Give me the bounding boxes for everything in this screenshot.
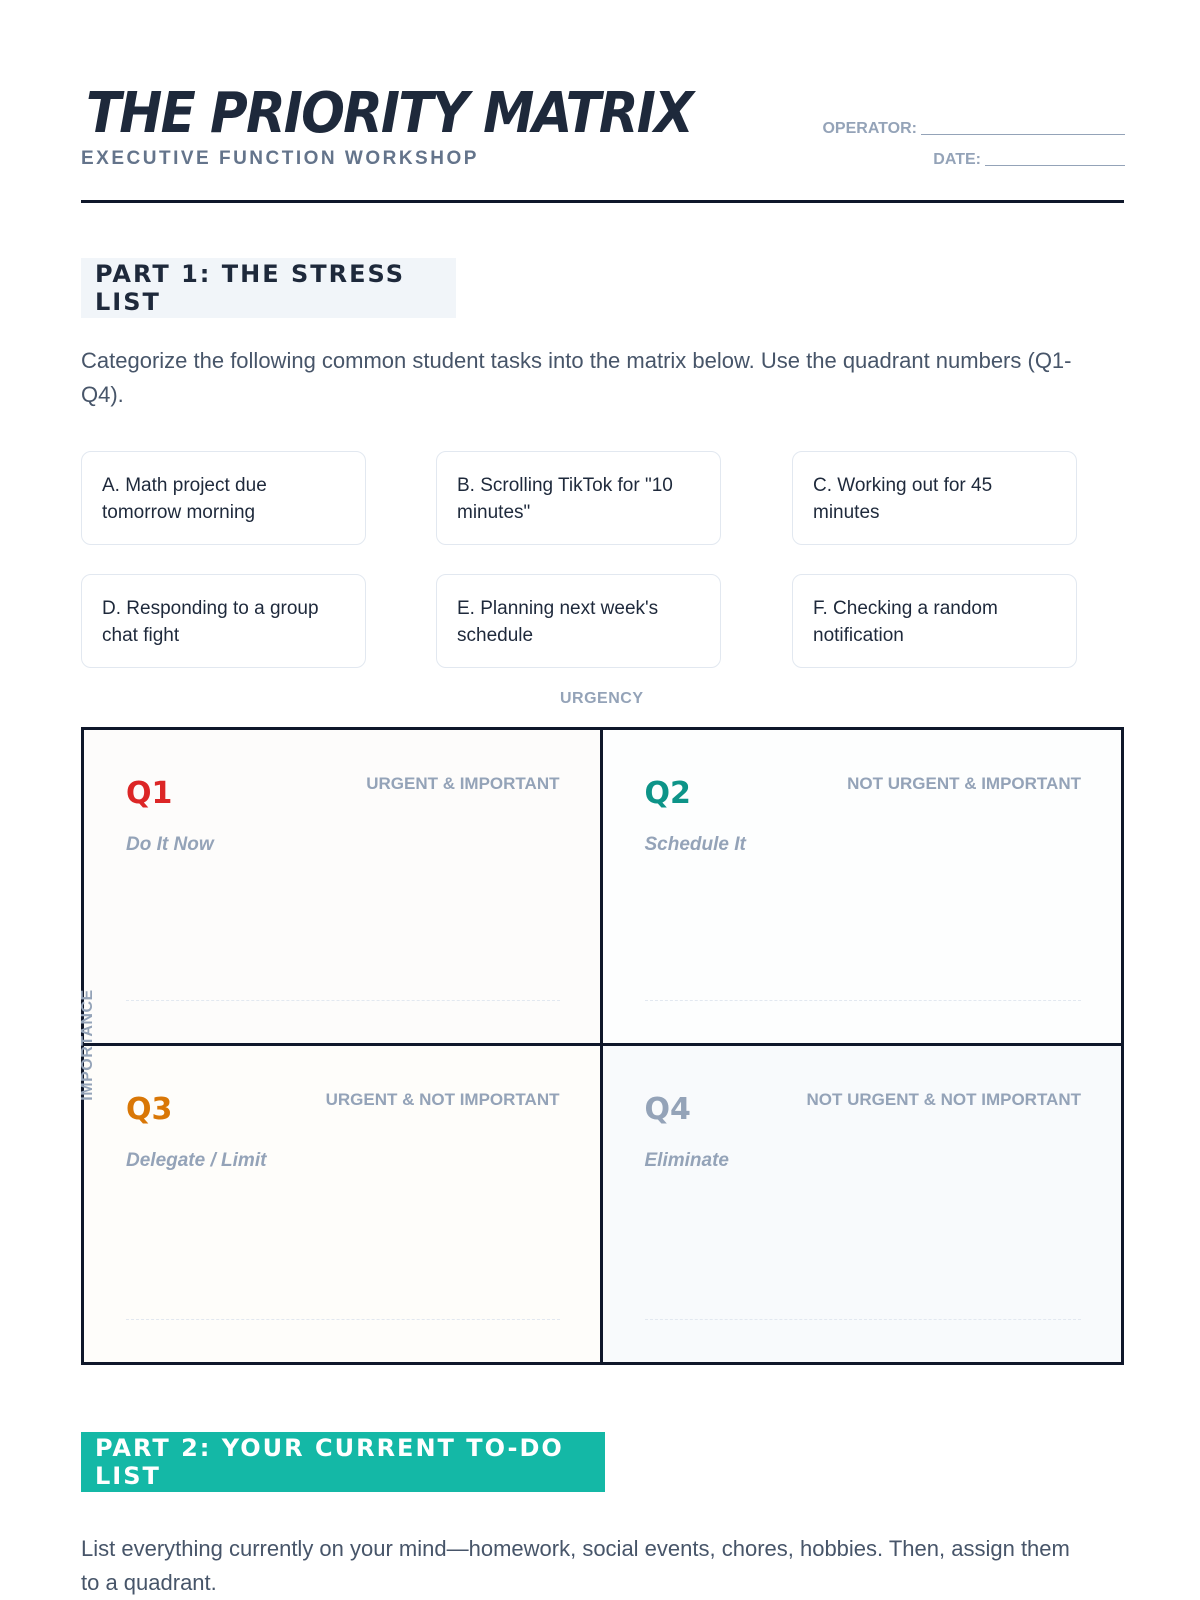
quadrant-write-line bbox=[126, 1000, 560, 1001]
worksheet-subtitle: EXECUTIVE FUNCTION WORKSHOP bbox=[81, 148, 479, 169]
priority-matrix bbox=[81, 727, 1124, 1365]
quadrant-tag: NOT URGENT & NOT IMPORTANT bbox=[806, 1090, 1081, 1109]
worksheet-title: THE PRIORITY MATRIX bbox=[86, 81, 692, 146]
task-card: D. Responding to a group chat fight bbox=[81, 574, 366, 668]
part2-instructions: List everything currently on your mind—homework, social events, chores, hobbies. Then, assign them to a quadrant. bbox=[81, 1536, 1070, 1595]
quadrant-tag: URGENT & NOT IMPORTANT bbox=[325, 1090, 560, 1109]
task-card: B. Scrolling TikTok for "10 minutes" bbox=[436, 451, 721, 545]
part1-heading: PART 1: THE STRESS LIST bbox=[81, 258, 456, 318]
part1-instructions: Categorize the following common student tasks into the matrix below. Use the quadrant numbers (Q1-Q4). bbox=[81, 348, 1072, 407]
quadrant-q4[interactable] bbox=[603, 1046, 1122, 1362]
quadrant-number: Q3 bbox=[126, 1092, 173, 1127]
date-blank-line bbox=[985, 165, 1125, 166]
quadrant-q1[interactable] bbox=[84, 730, 603, 1046]
importance-axis-label: IMPORTANCE bbox=[79, 989, 96, 1101]
operator-label: OPERATOR: bbox=[822, 120, 917, 137]
quadrant-number: Q1 bbox=[126, 776, 173, 811]
quadrant-action: Schedule It bbox=[644, 834, 746, 855]
quadrant-write-line bbox=[126, 1319, 560, 1320]
operator-field bbox=[822, 120, 1125, 138]
quadrant-number: Q4 bbox=[644, 1092, 691, 1127]
urgency-axis-label: URGENCY bbox=[560, 690, 644, 707]
quadrant-action: Eliminate bbox=[644, 1150, 729, 1171]
date-label: DATE: bbox=[933, 151, 981, 168]
quadrant-q2[interactable] bbox=[603, 730, 1122, 1046]
task-card: C. Working out for 45 minutes bbox=[792, 451, 1077, 545]
quadrant-write-line bbox=[645, 1319, 1082, 1320]
task-card: E. Planning next week's schedule bbox=[436, 574, 721, 668]
quadrant-q3[interactable] bbox=[84, 1046, 603, 1362]
quadrant-tag: URGENT & IMPORTANT bbox=[366, 774, 560, 793]
task-card: A. Math project due tomorrow morning bbox=[81, 451, 366, 545]
quadrant-tag: NOT URGENT & IMPORTANT bbox=[847, 774, 1081, 793]
quadrant-write-line bbox=[645, 1000, 1082, 1001]
task-card: F. Checking a random notification bbox=[792, 574, 1077, 668]
quadrant-action: Delegate / Limit bbox=[126, 1150, 267, 1171]
date-field bbox=[933, 151, 1125, 169]
quadrant-action: Do It Now bbox=[126, 834, 214, 855]
operator-blank-line bbox=[921, 134, 1125, 135]
quadrant-number: Q2 bbox=[644, 776, 691, 811]
header-divider bbox=[81, 200, 1124, 203]
part2-heading: PART 2: YOUR CURRENT TO-DO LIST bbox=[81, 1432, 605, 1492]
